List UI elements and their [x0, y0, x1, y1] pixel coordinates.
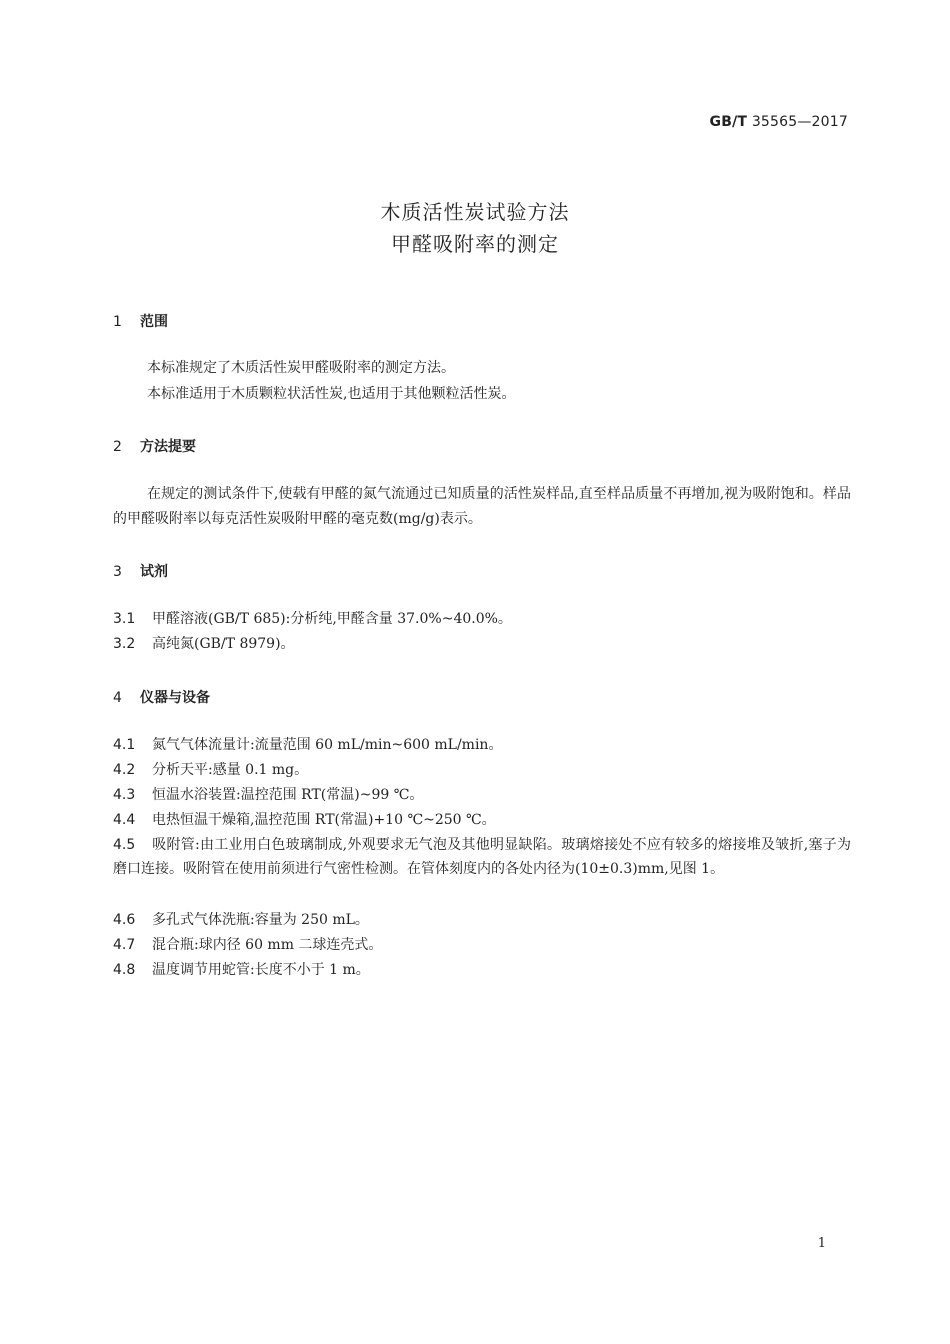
- section-title: 试剂: [140, 564, 168, 580]
- item-4-4: 4.4 电热恒温干燥箱,温控范围 RT(常温)+10 ℃~250 ℃。: [113, 812, 496, 828]
- section-1-para-2: 本标准适用于木质颗粒状活性炭,也适用于其他颗粒活性炭。: [147, 386, 516, 402]
- section-title: 仪器与设备: [140, 690, 210, 706]
- section-3-heading: [113, 561, 168, 581]
- section-1-para-1: 本标准规定了木质活性炭甲醛吸附率的测定方法。: [147, 360, 455, 376]
- section-title: 范围: [140, 314, 168, 330]
- standard-code: [710, 114, 848, 130]
- item-3-1: 3.1 甲醛溶液(GB/T 685):分析纯,甲醛含量 37.0%~40.0%。: [113, 611, 512, 627]
- page-number: 1: [817, 1236, 826, 1251]
- section-number: 3: [113, 564, 122, 580]
- section-2-heading: [113, 436, 196, 456]
- standard-code-prefix: GB/T: [709, 114, 748, 130]
- item-4-1: 4.1 氮气气体流量计:流量范围 60 mL/min~600 mL/min。: [113, 737, 503, 753]
- item-4-6: 4.6 多孔式气体洗瓶:容量为 250 mL。: [113, 912, 369, 928]
- section-number: 4: [113, 690, 122, 706]
- item-4-3: 4.3 恒温水浴装置:温控范围 RT(常温)~99 ℃。: [113, 787, 424, 803]
- item-4-5: 4.5 吸附管:由工业用白色玻璃制成,外观要求无气泡及其他明显缺陷。玻璃熔接处不应有较多的熔接堆及皱折,塞子为磨口连接。吸附管在使用前须进行气密性检测。在管体刻度内的各处内径为(10±0.3)mm,见图 1。: [113, 837, 851, 877]
- item-4-8: 4.8 温度调节用蛇管:长度不小于 1 m。: [113, 962, 370, 978]
- section-1-heading: [113, 311, 168, 331]
- title-line-1: 木质活性炭试验方法: [380, 200, 570, 224]
- section-title: 方法提要: [140, 439, 196, 455]
- standard-code-number: 35565—2017: [747, 114, 848, 130]
- section-2-para-1: 在规定的测试条件下,使载有甲醛的氮气流通过已知质量的活性炭样品,直至样品质量不再增加,视为吸附饱和。样品的甲醛吸附率以每克活性炭吸附甲醛的毫克数(mg/g)表示。: [113, 486, 851, 527]
- section-4-heading: [113, 687, 210, 707]
- title-line-2: 甲醛吸附率的测定: [391, 232, 559, 256]
- document-title: [0, 196, 950, 260]
- item-4-7: 4.7 混合瓶:球内径 60 mm 二球连壳式。: [113, 937, 383, 953]
- item-4-2: 4.2 分析天平:感量 0.1 mg。: [113, 762, 309, 778]
- section-number: 1: [113, 314, 122, 330]
- section-number: 2: [113, 439, 122, 455]
- item-3-2: 3.2 高纯氮(GB/T 8979)。: [113, 636, 295, 652]
